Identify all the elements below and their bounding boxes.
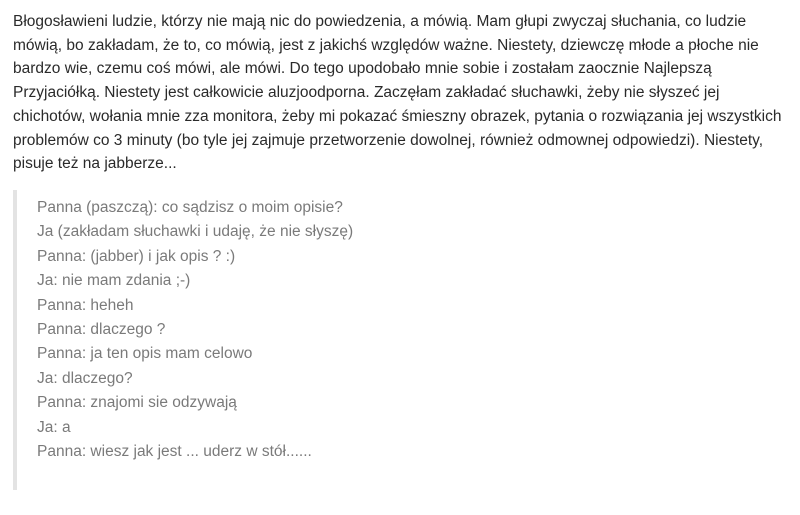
post-body [13,10,793,490]
quote-line: Ja: dlaczego? [37,369,133,387]
quote-line: Panna: dlaczego ? [37,320,166,338]
quote-line: Ja: a [37,418,71,436]
quote-line: Panna: ja ten opis mam celowo [37,345,253,363]
quote-line: Ja (zakładam słuchawki i udaję, że nie słyszę) [37,223,354,241]
quote-line: Panna (paszczą): co sądzisz o moim opisie? [37,198,343,216]
quote-line: Panna: znajomi sie odzywają [37,394,237,412]
quote-line: Ja: nie mam zdania ;-) [37,272,191,290]
quote-line: Panna: wiesz jak jest ... uderz w stół...... [37,442,312,460]
post-intro-paragraph: Błogosławieni ludzie, którzy nie mają nic do powiedzenia, a mówią. Mam głupi zwyczaj słuchania, co ludzie mówią, bo zakładam, że to, co mówią, jest z jakichś względów ważne. Niestety, dziewczę młode a płoche nie bardzo wie, czemu coś mówi, ale mówi. Do tego upodobało mnie sobie i zostałam zaocznie Najlepszą Przyjaciółką. Niestety jest całkowicie aluzjoodporna. Zaczęłam zakładać słuchawki, żeby nie słyszeć jej chichotów, wołania mnie zza monitora, żeby mi pokazać śmieszny obrazek, pytania o rozwiązania jej wszystkich problemów co 3 minuty (bo tyle jej zajmuje przetworzenie dowolnej, również odmownej odpowiedzi). Niestety, pisuje też na jabberze... [13,13,782,173]
quote-line: Panna: (jabber) i jak opis ? :) [37,247,236,265]
chat-quote-block [13,190,793,490]
quote-line: Panna: heheh [37,296,134,314]
